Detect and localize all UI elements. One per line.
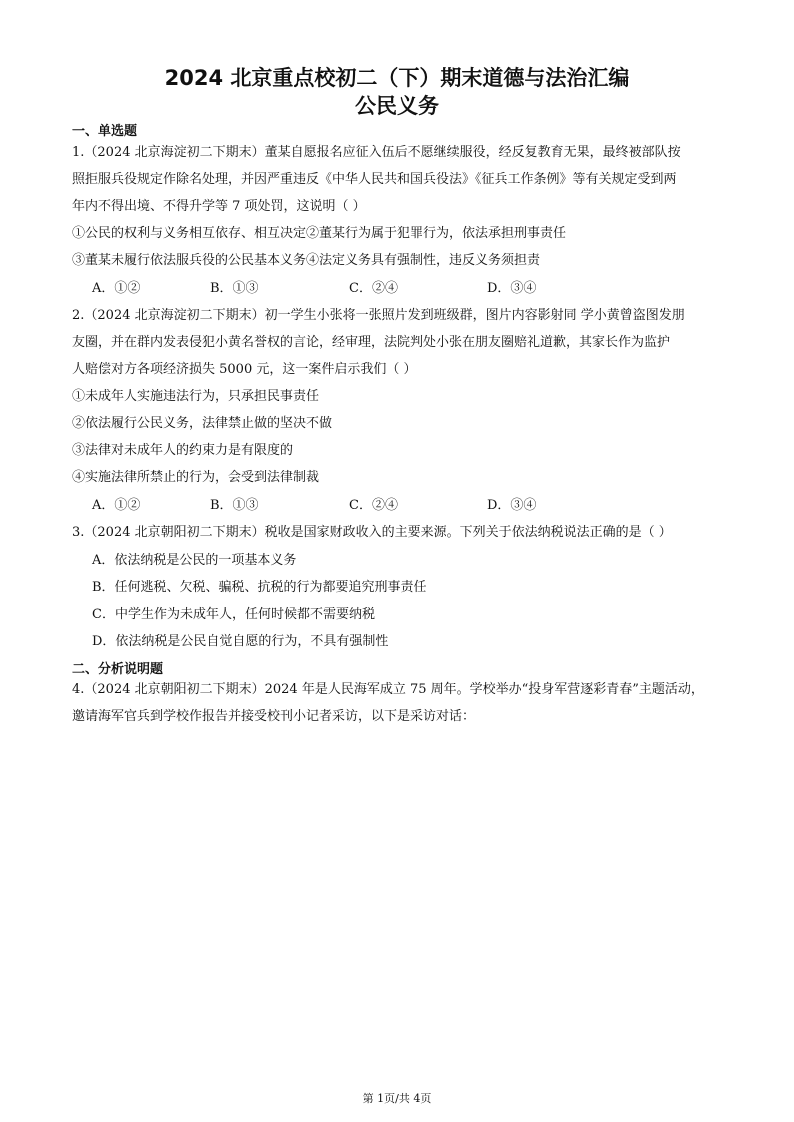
question-1-option-a: A．①②: [92, 281, 141, 296]
question-1-text-line-2: 照拒服兵役规定作除名处理，并因严重违反《中华人民共和国兵役法》《征兵工作条例》等有关规定受到两: [72, 172, 677, 187]
question-1-option-d: D．③④: [487, 281, 537, 296]
question-3-option-c: C．中学生作为未成年人，任何时候都不需要纳税: [92, 607, 375, 622]
question-3-option-d: D．依法纳税是公民自觉自愿的行为，不具有强制性: [92, 634, 389, 649]
question-2-option-c: C．②④: [349, 498, 398, 513]
document-title: 2024 北京重点校初二（下）期末道德与法治汇编: [164, 66, 630, 90]
question-1-statement-line-2: ③董某未履行依法服兵役的公民基本义务④法定义务具有强制性，违反义务须担责: [72, 253, 541, 268]
page-number-footer: 第 1页/共 4页: [362, 1092, 432, 1105]
question-2-statement-3: ③法律对未成年人的约束力是有限度的: [72, 443, 294, 458]
question-3-text: 3.（2024 北京朝阳初二下期末）税收是国家财政收入的主要来源。下列关于依法纳税说法正确的是（ ）: [72, 525, 672, 540]
document-subtitle: 公民义务: [355, 94, 439, 118]
question-2-option-b: B．①③: [210, 498, 259, 513]
question-2-option-a: A．①②: [92, 498, 141, 513]
question-2-text-line-1: 2.（2024 北京海淀初二下期末）初一学生小张将一张照片发到班级群，图片内容影射同 学小黄曾盗图发朋: [72, 308, 685, 323]
question-2-statement-4: ④实施法律所禁止的行为，会受到法律制裁: [72, 470, 320, 485]
question-1-text-line-3: 年内不得出境、不得升学等 7 项处罚，这说明（ ）: [72, 199, 366, 214]
question-4-text-line-1: 4.（2024 北京朝阳初二下期末）2024 年是人民海军成立 75 周年。学校举办“投身军营逐彩青春”主题活动，: [72, 682, 704, 697]
question-3-option-b: B．任何逃税、欠税、骗税、抗税的行为都要追究刑事责任: [92, 580, 427, 595]
question-4-text-line-2: 邀请海军官兵到学校作报告并接受校刊小记者采访，以下是采访对话：: [72, 709, 476, 724]
section-heading-analysis: 二、分析说明题: [72, 662, 164, 677]
question-1-option-b: B．①③: [210, 281, 259, 296]
question-2-text-line-2: 友圈，并在群内发表侵犯小黄名誉权的言论，经审理，法院判处小张在朋友圈赔礼道歉，其家长作为监护: [72, 335, 671, 350]
question-1-option-c: C．②④: [349, 281, 398, 296]
question-2-statement-1: ①未成年人实施违法行为，只承担民事责任: [72, 389, 320, 404]
section-heading-single-choice: 一、单选题: [72, 124, 138, 139]
question-2-statement-2: ②依法履行公民义务，法律禁止做的坚决不做: [72, 416, 333, 431]
question-1-statement-line-1: ①公民的权利与义务相互依存、相互决定②董某行为属于犯罪行为，依法承担刑事责任: [72, 226, 567, 241]
question-1-text-line-1: 1.（2024 北京海淀初二下期末）董某自愿报名应征入伍后不愿继续服役，经反复教育无果，最终被部队按: [72, 145, 681, 160]
question-2-text-line-3: 人赔偿对方各项经济损失 5000 元，这一案件启示我们（ ）: [72, 362, 417, 377]
question-2-option-d: D．③④: [487, 498, 537, 513]
question-3-option-a: A．依法纳税是公民的一项基本义务: [92, 553, 297, 568]
